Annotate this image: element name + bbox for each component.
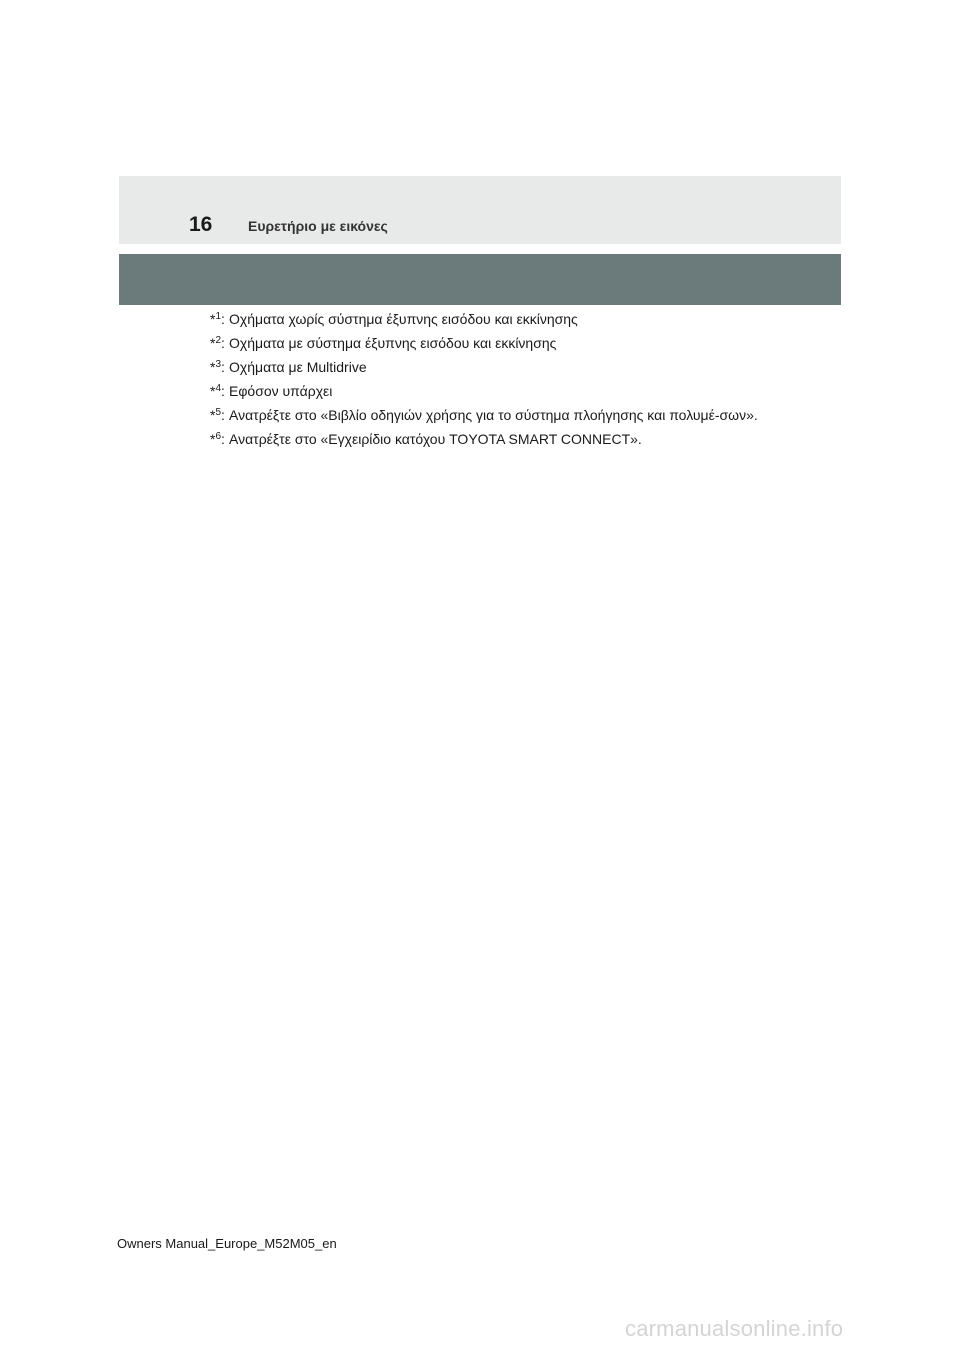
- footnote-marker: *$^5$:: [210, 407, 225, 423]
- footnote-item: [210, 381, 770, 401]
- page-number: 16: [189, 213, 213, 236]
- footnote-list: [210, 309, 770, 453]
- footnote-item: [210, 405, 770, 425]
- footnote-marker: *$^3$:: [210, 359, 225, 375]
- footnote-text: Ανατρέξτε στο «Εγχειρίδιο κατόχου TOYOTA SMART CONNECT».: [229, 431, 642, 447]
- chapter-title-band: [119, 254, 841, 305]
- footnote-item: [210, 309, 770, 329]
- header-band: [119, 176, 841, 244]
- footnote-item: [210, 429, 770, 449]
- footnote-text: Οχήματα με σύστημα έξυπνης εισόδου και εκκίνησης: [229, 335, 557, 351]
- watermark: carmanualsonline.info: [625, 1316, 844, 1341]
- section-title: Ευρετήριο με εικόνες: [248, 218, 388, 234]
- footer-document-id: Owners Manual_Europe_M52M05_en: [117, 1236, 337, 1251]
- footnote-text: Εφόσον υπάρχει: [229, 383, 333, 399]
- footnote-item: [210, 333, 770, 353]
- footnote-text: Οχήματα με Multidrive: [229, 359, 367, 375]
- footnote-marker: *$^1$:: [210, 311, 225, 327]
- footnote-item: [210, 357, 770, 377]
- footnote-marker: *$^4$:: [210, 383, 225, 399]
- footnote-text: Οχήματα χωρίς σύστημα έξυπνης εισόδου και εκκίνησης: [229, 311, 578, 327]
- footnote-marker: *$^6$:: [210, 431, 225, 447]
- footnote-text: Ανατρέξτε στο «Βιβλίο οδηγιών χρήσης για το σύστημα πλοήγησης και πολυμέ-σων».: [229, 407, 758, 423]
- footnote-marker: *$^2$:: [210, 335, 225, 351]
